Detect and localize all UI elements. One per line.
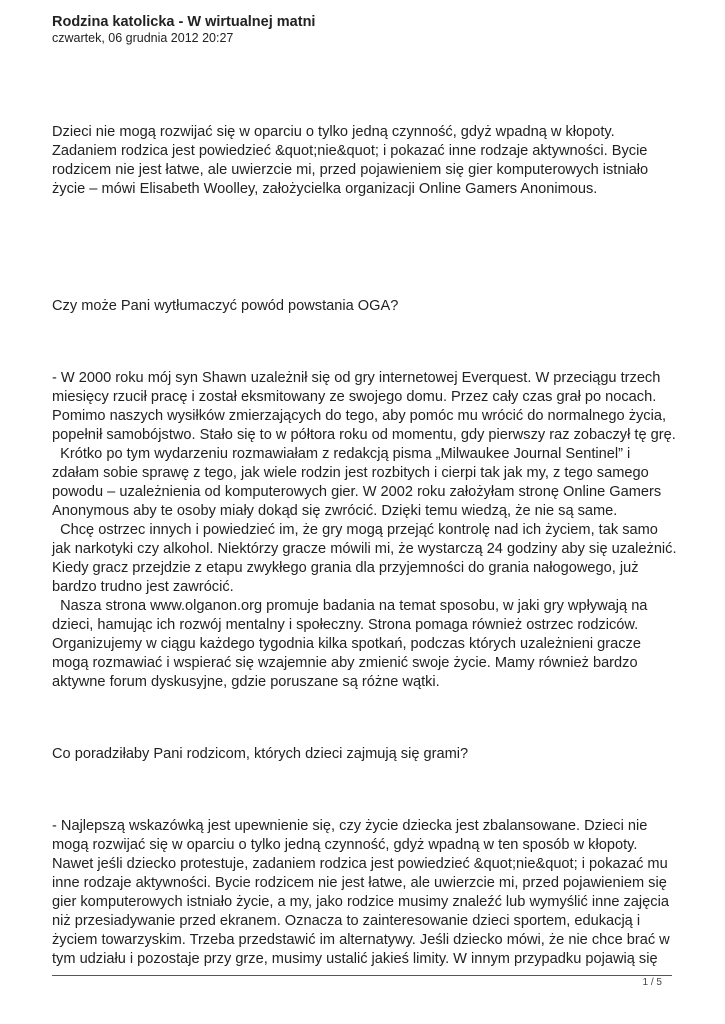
interview-question: Co poradziłaby Pani rodzicom, których dzieci zajmują się grami? — [52, 746, 469, 762]
page-number: 1 / 5 — [642, 977, 662, 988]
article-title: Rodzina katolicka - W wirtualnej matni — [52, 14, 316, 30]
article-date: czwartek, 06 grudnia 2012 20:27 — [52, 31, 234, 45]
interview-answer: - Najlepszą wskazówką jest upewnienie się, czy życie dziecka jest zbalansowane. Dzieci nie mogą rozwijać się w oparciu o tylko jedną czynność, gdyż wpadną w ten sposób w kłopoty. Nawet jeśli dziecko protestuje, zadaniem rodzica jest powiedzieć &quot;nie&quot; i pokazać mu inne rodzaje aktywności. Bycie rodzicem nie jest łatwe, ale uwierzcie mi, przed pojawieniem się gier komputerowych istniało życie, a my, jako rodzice musimy znaleźć lub wymyślić inne zajęcia niż przesiadywanie przed ekranem. Oznacza to zainteresowanie dzieci sportem, edukacją i życiem towarzyskim. Trzeba przedstawić im alternatywy. Jeśli dziecko mówi, że nie chce brać w tym udziału i pozostaje przy grze, musimy ustalić jakieś limity. W innym przypadku pojawią się — [52, 818, 674, 967]
interview-answer: - W 2000 roku mój syn Shawn uzależnił się od gry internetowej Everquest. W przeciągu trzech miesięcy rzucił pracę i został eksmitowany ze swojego domu. Przez cały czas grał po nocach. Pomimo naszych wysiłków zmierzających do tego, aby pomóc mu wrócić do normalnego życia, popełnił samobójstwo. Stało się to w półtora roku od momentu, gdy pierwszy raz zobaczył tę grę. Krótko po tym wydarzeniu rozmawiałam z redakcją pisma „Milwaukee Journal Sentinel” i zdałam sobie sprawę z tego, jak wiele rodzin jest rozbitych i cierpi tak jak my, z tego samego powodu – uzależnienia od komputerowych gier. W 2002 roku założyłam stronę Online Gamers Anonymous aby te osoby miały dokąd się zwrócić. Dzięki temu wiedzą, że nie są same. Chcę ostrzec innych i powiedzieć im, że gry mogą przejąć kontrolę nad ich życiem, tak samo jak narkotyki czy alkohol. Niektórzy gracze mówili mi, że wystarczą 24 godziny aby się uzależnić. Kiedy gracz przejdzie z etapu zwykłego grania dla przyjemności do grania nałogowego, już bardzo trudno jest zawrócić. Nasza strona www.olganon.org promuje badania na temat sposobu, w jaki gry wpływają na dzieci, hamując ich rozwój mentalny i społeczny. Strona pomaga również ostrzec rodziców. Organizujemy w ciągu każdego tygodnia kilka spotkań, podczas których uzależnieni gracze mogą rozmawiać i wspierać się wzajemnie aby zmienić swoje życie. Mamy również bardzo aktywne forum dyskusyjne, gdzie poruszane są różne wątki. — [52, 370, 677, 690]
article-body — [52, 123, 677, 969]
lead-paragraph: Dzieci nie mogą rozwijać się w oparciu o tylko jedną czynność, gdyż wpadną w kłopoty. Zadaniem rodzica jest powiedzieć &quot;nie&quot; i pokazać inne rodzaje aktywności. Bycie rodzicem nie jest łatwe, ale uwierzcie mi, przed pojawieniem się gier komputerowych istniało życie – mówi Elisabeth Woolley, założycielka organizacji Online Gamers Anonimous. — [52, 124, 653, 197]
document-header — [52, 14, 672, 46]
footer-divider — [52, 975, 672, 976]
interview-question: Czy może Pani wytłumaczyć powód powstania OGA? — [52, 298, 399, 314]
